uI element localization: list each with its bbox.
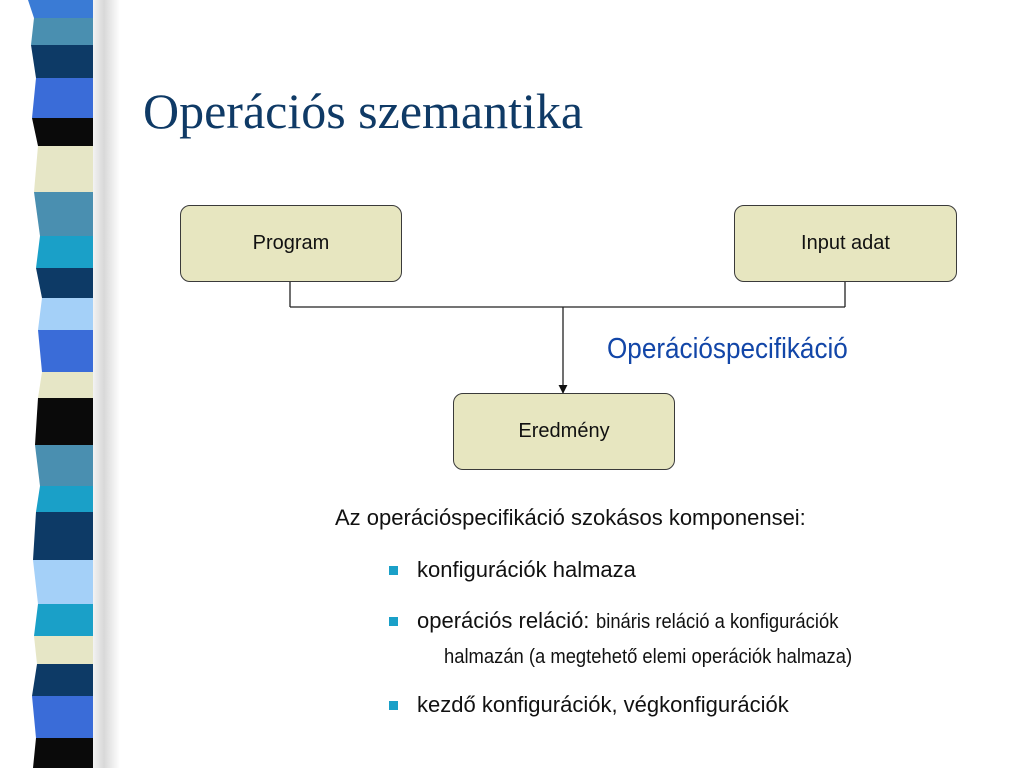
node-input-data-label: Input adat [801,232,890,254]
bullet-item-1 [417,557,636,583]
bullet-1-text: konfigurációk halmaza [417,557,636,582]
bullet-item-3 [417,692,789,718]
bullet-item-2 [417,608,859,634]
bullet-square-icon [389,617,398,626]
decorative-stripe [0,0,120,768]
node-result [453,393,675,470]
intro-text: Az operációspecifikáció szokásos komponensei: [335,505,806,530]
node-input-data [734,205,957,282]
bullet-2-main-text: operációs reláció: [417,608,596,633]
node-program [180,205,402,282]
node-result-label: Eredmény [518,420,610,442]
bullet-square-icon [389,701,398,710]
slide-title: Operációs szemantika [143,83,584,139]
bullet-2-detail-line-2: halmazán (a megtehető elemi operációk halmaza) [444,646,853,668]
bullet-square-icon [389,566,398,575]
node-program-label: Program [252,232,330,254]
bullet-2-detail-line-1: bináris reláció a konfigurációk [595,611,838,633]
bullet-3-text: kezdő konfigurációk, végkonfigurációk [417,692,789,717]
edge-label-operation-spec: Operációspecifikáció [607,333,848,365]
bullet-item-2-continuation [444,643,888,669]
